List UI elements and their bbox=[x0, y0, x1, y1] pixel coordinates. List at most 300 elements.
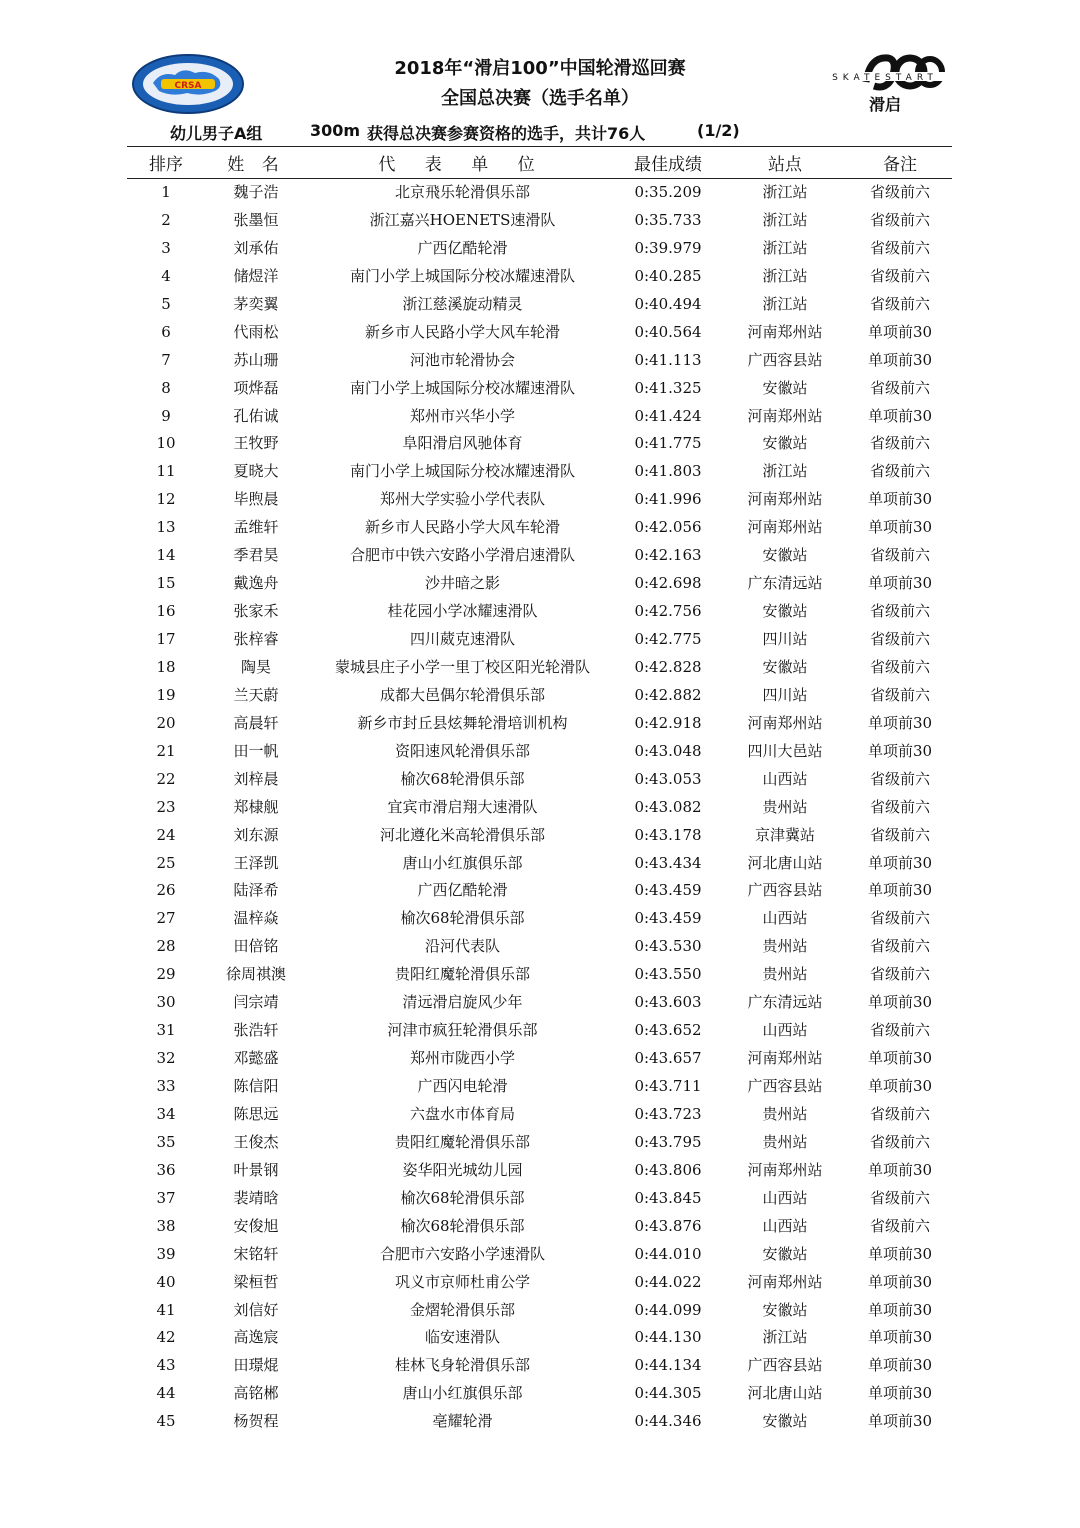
rank-cell: 4 bbox=[161, 266, 171, 285]
station-cell: 广西容县站 bbox=[747, 350, 823, 369]
table-row bbox=[0, 765, 1080, 793]
best-time-cell: 0:41.424 bbox=[634, 406, 702, 425]
note-cell: 单项前30 bbox=[867, 1384, 933, 1403]
station-cell: 山西站 bbox=[762, 909, 808, 928]
crsa-logo bbox=[131, 53, 245, 115]
svg-text:CRSA: CRSA bbox=[174, 81, 202, 91]
best-time-cell: 0:43.459 bbox=[634, 909, 702, 928]
rank-cell: 2 bbox=[161, 210, 171, 229]
best-time-cell: 0:43.711 bbox=[634, 1077, 702, 1095]
rank-cell: 10 bbox=[156, 434, 176, 453]
best-time-cell: 0:43.550 bbox=[634, 965, 702, 984]
station-cell: 河南郑州站 bbox=[747, 1160, 823, 1179]
best-time-cell: 0:39.979 bbox=[634, 238, 702, 257]
rank-cell: 13 bbox=[156, 518, 176, 537]
station-cell: 安徽站 bbox=[762, 1244, 808, 1263]
unit-cell: 榆次68轮滑俱乐部 bbox=[400, 1188, 525, 1207]
note-cell: 单项前30 bbox=[867, 741, 933, 760]
station-cell: 广西容县站 bbox=[747, 881, 823, 900]
station-cell: 安徽站 bbox=[762, 1412, 808, 1431]
name-cell: 张浩轩 bbox=[233, 1021, 279, 1040]
note-cell: 省级前六 bbox=[869, 797, 930, 816]
unit-cell: 金熠轮滑俱乐部 bbox=[409, 1300, 515, 1319]
name-cell: 徐周祺澳 bbox=[225, 965, 286, 984]
name-cell: 王泽凯 bbox=[233, 853, 279, 872]
name-cell: 陈思远 bbox=[233, 1104, 279, 1123]
unit-cell: 资阳速风轮滑俱乐部 bbox=[394, 741, 530, 760]
station-cell: 浙江站 bbox=[762, 462, 808, 481]
table-row bbox=[0, 849, 1080, 877]
best-time-cell: 0:42.882 bbox=[634, 685, 702, 704]
unit-cell: 榆次68轮滑俱乐部 bbox=[400, 769, 525, 788]
unit-cell: 河津市疯狂轮滑俱乐部 bbox=[387, 1021, 538, 1040]
unit-cell: 广西亿酷轮滑 bbox=[417, 238, 508, 257]
rank-cell: 42 bbox=[156, 1328, 176, 1347]
name-cell: 田倍铭 bbox=[233, 937, 279, 956]
station-cell: 浙江站 bbox=[762, 294, 808, 313]
note-cell: 省级前六 bbox=[869, 965, 930, 984]
column-header-unit: 代 表 单 位 bbox=[378, 155, 547, 175]
unit-cell: 合肥市中铁六安路小学滑启速滑队 bbox=[349, 546, 575, 565]
skatestart-logo bbox=[818, 52, 952, 116]
note-cell: 省级前六 bbox=[869, 294, 930, 313]
unit-cell: 阜阳滑启风驰体育 bbox=[402, 434, 523, 453]
column-header-note: 备注 bbox=[883, 155, 917, 175]
rank-cell: 21 bbox=[156, 741, 176, 760]
rank-cell: 29 bbox=[156, 965, 176, 984]
name-cell: 苏山珊 bbox=[233, 350, 279, 369]
rank-cell: 41 bbox=[156, 1300, 176, 1319]
name-cell: 宋铭轩 bbox=[233, 1244, 279, 1263]
note-cell: 省级前六 bbox=[869, 434, 930, 453]
table-row bbox=[0, 653, 1080, 681]
unit-cell: 姿华阳光城幼儿园 bbox=[402, 1160, 523, 1179]
note-cell: 省级前六 bbox=[869, 1021, 930, 1040]
station-cell: 浙江站 bbox=[762, 183, 808, 201]
unit-cell: 贵阳红魔轮滑俱乐部 bbox=[394, 965, 530, 984]
table-row bbox=[0, 1016, 1080, 1044]
unit-cell: 郑州市兴华小学 bbox=[409, 406, 515, 425]
rank-cell: 22 bbox=[156, 769, 176, 788]
name-cell: 高铭郴 bbox=[233, 1384, 279, 1403]
best-time-cell: 0:44.130 bbox=[634, 1328, 702, 1347]
station-cell: 浙江站 bbox=[762, 1328, 808, 1347]
best-time-cell: 0:43.048 bbox=[634, 741, 702, 760]
station-cell: 河南郑州站 bbox=[747, 518, 823, 537]
column-header-best-time: 最佳成绩 bbox=[634, 155, 702, 175]
unit-cell: 临安速滑队 bbox=[424, 1328, 500, 1347]
name-cell: 刘承佑 bbox=[233, 238, 279, 257]
rank-cell: 30 bbox=[156, 993, 176, 1012]
rank-cell: 6 bbox=[161, 322, 171, 341]
best-time-cell: 0:42.918 bbox=[634, 713, 702, 732]
best-time-cell: 0:43.806 bbox=[634, 1160, 702, 1179]
rank-cell: 7 bbox=[161, 350, 171, 369]
table-row bbox=[0, 1379, 1080, 1407]
table-row bbox=[0, 1072, 1080, 1100]
note-cell: 省级前六 bbox=[869, 1132, 930, 1151]
table-header bbox=[0, 150, 1080, 176]
title-block bbox=[300, 56, 780, 112]
best-time-cell: 0:43.603 bbox=[634, 993, 702, 1012]
svg-text:滑启: 滑启 bbox=[868, 95, 902, 114]
station-cell: 浙江站 bbox=[762, 238, 808, 257]
rank-cell: 20 bbox=[156, 713, 176, 732]
station-cell: 四川大邑站 bbox=[747, 741, 823, 760]
unit-cell: 沙井暗之影 bbox=[424, 574, 500, 593]
name-cell: 张墨恒 bbox=[233, 210, 279, 229]
name-cell: 闫宗靖 bbox=[233, 993, 279, 1012]
station-cell: 安徽站 bbox=[762, 434, 808, 453]
note-cell: 单项前30 bbox=[867, 993, 933, 1012]
table-row bbox=[0, 541, 1080, 569]
name-cell: 茅奕翼 bbox=[233, 294, 279, 313]
rank-cell: 12 bbox=[156, 490, 176, 509]
name-cell: 张梓睿 bbox=[233, 630, 279, 648]
table-row bbox=[0, 904, 1080, 932]
name-cell: 王俊杰 bbox=[233, 1132, 279, 1151]
table-row bbox=[0, 709, 1080, 737]
name-cell: 叶景钢 bbox=[233, 1160, 279, 1179]
rank-cell: 39 bbox=[156, 1244, 176, 1263]
name-cell: 戴逸舟 bbox=[233, 574, 279, 593]
table-row bbox=[0, 178, 1080, 206]
best-time-cell: 0:44.010 bbox=[634, 1244, 702, 1263]
group-info bbox=[0, 121, 1080, 143]
unit-cell: 唐山小红旗俱乐部 bbox=[402, 853, 523, 872]
rank-cell: 38 bbox=[156, 1216, 176, 1235]
distance-label: 300m bbox=[310, 121, 361, 140]
best-time-cell: 0:43.652 bbox=[634, 1021, 702, 1040]
results-table bbox=[0, 178, 1080, 1435]
station-cell: 安徽站 bbox=[762, 657, 808, 676]
best-time-cell: 0:42.056 bbox=[634, 518, 702, 537]
qualification-label: 获得总决赛参赛资格的选手，共计76人 bbox=[367, 124, 646, 143]
unit-cell: 南门小学上城国际分校冰耀速滑队 bbox=[349, 378, 575, 397]
table-row bbox=[0, 1240, 1080, 1268]
note-cell: 省级前六 bbox=[869, 937, 930, 956]
note-cell: 省级前六 bbox=[869, 378, 930, 397]
svg-text:SKATESTART: SKATESTART bbox=[832, 73, 938, 83]
best-time-cell: 0:44.099 bbox=[634, 1300, 702, 1319]
rank-cell: 9 bbox=[161, 406, 171, 425]
station-cell: 贵州站 bbox=[762, 937, 808, 956]
unit-cell: 榆次68轮滑俱乐部 bbox=[400, 909, 525, 928]
best-time-cell: 0:43.530 bbox=[634, 937, 702, 956]
rank-cell: 3 bbox=[161, 238, 171, 257]
column-header-station: 站点 bbox=[768, 155, 802, 175]
best-time-cell: 0:43.657 bbox=[634, 1049, 702, 1068]
group-label: 幼儿男子A组 bbox=[170, 124, 263, 143]
best-time-cell: 0:44.022 bbox=[634, 1272, 702, 1291]
station-cell: 山西站 bbox=[762, 769, 808, 788]
rank-cell: 16 bbox=[156, 602, 176, 621]
best-time-cell: 0:43.845 bbox=[634, 1188, 702, 1207]
table-row bbox=[0, 346, 1080, 374]
best-time-cell: 0:43.723 bbox=[634, 1104, 702, 1123]
name-cell: 孟维轩 bbox=[233, 518, 279, 537]
rank-cell: 40 bbox=[156, 1272, 176, 1291]
unit-cell: 贵阳红魔轮滑俱乐部 bbox=[394, 1132, 530, 1151]
table-row bbox=[0, 1184, 1080, 1212]
table-row bbox=[0, 1128, 1080, 1156]
table-row bbox=[0, 262, 1080, 290]
rank-cell: 32 bbox=[156, 1049, 176, 1068]
note-cell: 单项前30 bbox=[867, 1356, 933, 1375]
page-indicator: (1/2) bbox=[697, 121, 740, 140]
note-cell: 单项前30 bbox=[867, 1160, 933, 1179]
unit-cell: 新乡市人民路小学大风车轮滑 bbox=[364, 518, 560, 537]
note-cell: 单项前30 bbox=[867, 1412, 933, 1431]
table-row bbox=[0, 932, 1080, 960]
unit-cell: 新乡市封丘县炫舞轮滑培训机构 bbox=[357, 713, 568, 732]
table-row bbox=[0, 737, 1080, 765]
name-cell: 安俊旭 bbox=[233, 1216, 279, 1235]
rank-cell: 43 bbox=[156, 1356, 176, 1375]
rank-cell: 18 bbox=[156, 657, 176, 676]
best-time-cell: 0:43.459 bbox=[634, 881, 702, 900]
table-row bbox=[0, 485, 1080, 513]
note-cell: 单项前30 bbox=[867, 350, 933, 369]
station-cell: 河南郑州站 bbox=[747, 322, 823, 341]
note-cell: 单项前30 bbox=[867, 1328, 933, 1347]
name-cell: 田璟焜 bbox=[233, 1356, 279, 1375]
best-time-cell: 0:43.082 bbox=[634, 797, 702, 816]
name-cell: 刘信好 bbox=[233, 1300, 279, 1319]
note-cell: 省级前六 bbox=[869, 825, 930, 844]
station-cell: 广东清远站 bbox=[747, 574, 823, 593]
best-time-cell: 0:41.803 bbox=[634, 462, 702, 481]
rank-cell: 17 bbox=[156, 630, 176, 648]
rank-cell: 31 bbox=[156, 1021, 176, 1040]
note-cell: 省级前六 bbox=[869, 657, 930, 676]
name-cell: 毕煦晨 bbox=[233, 490, 279, 509]
station-cell: 安徽站 bbox=[762, 1300, 808, 1319]
station-cell: 河南郑州站 bbox=[747, 490, 823, 509]
note-cell: 省级前六 bbox=[869, 183, 930, 201]
unit-cell: 巩义市京师杜甫公学 bbox=[394, 1272, 530, 1291]
best-time-cell: 0:41.113 bbox=[634, 350, 702, 369]
station-cell: 河南郑州站 bbox=[747, 1272, 823, 1291]
name-cell: 高逸宸 bbox=[233, 1328, 279, 1347]
unit-cell: 南门小学上城国际分校冰耀速滑队 bbox=[349, 462, 575, 481]
note-cell: 省级前六 bbox=[869, 602, 930, 621]
station-cell: 安徽站 bbox=[762, 602, 808, 621]
event-title: 2018年“滑启100”中国轮滑巡回赛 bbox=[394, 58, 686, 79]
rank-cell: 27 bbox=[156, 909, 176, 928]
best-time-cell: 0:41.775 bbox=[634, 434, 702, 453]
note-cell: 单项前30 bbox=[867, 1244, 933, 1263]
unit-cell: 成都大邑偶尔轮滑俱乐部 bbox=[379, 685, 545, 704]
note-cell: 省级前六 bbox=[869, 1188, 930, 1207]
unit-cell: 宜宾市滑启翔大速滑队 bbox=[387, 797, 538, 816]
rank-cell: 36 bbox=[156, 1160, 176, 1179]
note-cell: 单项前30 bbox=[867, 490, 933, 509]
station-cell: 浙江站 bbox=[762, 210, 808, 229]
station-cell: 贵州站 bbox=[762, 797, 808, 816]
table-row bbox=[0, 457, 1080, 485]
note-cell: 省级前六 bbox=[869, 546, 930, 565]
column-header-name: 姓 名 bbox=[227, 155, 285, 175]
name-cell: 刘梓晨 bbox=[233, 769, 279, 788]
name-cell: 张家禾 bbox=[233, 602, 279, 621]
table-row bbox=[0, 1044, 1080, 1072]
station-cell: 河北唐山站 bbox=[747, 1384, 823, 1403]
note-cell: 单项前30 bbox=[867, 1300, 933, 1319]
name-cell: 夏晓大 bbox=[233, 462, 279, 481]
unit-cell: 河池市轮滑协会 bbox=[409, 350, 515, 369]
best-time-cell: 0:35.733 bbox=[634, 210, 702, 229]
name-cell: 季君昊 bbox=[233, 546, 279, 565]
unit-cell: 浙江嘉兴HOENETS速滑队 bbox=[369, 210, 556, 229]
unit-cell: 河北遵化米高轮滑俱乐部 bbox=[379, 825, 545, 844]
unit-cell: 桂花园小学冰耀速滑队 bbox=[387, 602, 538, 621]
name-cell: 杨贺程 bbox=[233, 1412, 279, 1431]
best-time-cell: 0:42.756 bbox=[634, 602, 702, 621]
unit-cell: 清远滑启旋风少年 bbox=[402, 993, 523, 1012]
unit-cell: 六盘水市体育局 bbox=[409, 1104, 515, 1123]
rank-cell: 28 bbox=[156, 937, 176, 956]
name-cell: 王牧野 bbox=[233, 434, 279, 453]
station-cell: 山西站 bbox=[762, 1216, 808, 1235]
rank-cell: 14 bbox=[156, 546, 176, 565]
best-time-cell: 0:43.434 bbox=[634, 853, 702, 872]
table-row bbox=[0, 1212, 1080, 1240]
table-row bbox=[0, 1268, 1080, 1296]
station-cell: 安徽站 bbox=[762, 378, 808, 397]
station-cell: 京津冀站 bbox=[754, 825, 815, 844]
event-subtitle: 全国总决赛（选手名单） bbox=[441, 88, 639, 109]
station-cell: 广东清远站 bbox=[747, 993, 823, 1012]
note-cell: 省级前六 bbox=[869, 210, 930, 229]
note-cell: 省级前六 bbox=[869, 1104, 930, 1123]
name-cell: 储煜洋 bbox=[233, 266, 279, 285]
unit-cell: 广西闪电轮滑 bbox=[417, 1077, 508, 1095]
note-cell: 单项前30 bbox=[867, 1077, 933, 1095]
note-cell: 省级前六 bbox=[869, 266, 930, 285]
note-cell: 单项前30 bbox=[867, 406, 933, 425]
name-cell: 项烨磊 bbox=[233, 378, 279, 397]
name-cell: 陈信阳 bbox=[233, 1077, 279, 1095]
name-cell: 裴靖晗 bbox=[233, 1188, 279, 1207]
rank-cell: 37 bbox=[156, 1188, 176, 1207]
station-cell: 河南郑州站 bbox=[747, 1049, 823, 1068]
best-time-cell: 0:43.178 bbox=[634, 825, 702, 844]
unit-cell: 广西亿酷轮滑 bbox=[417, 881, 508, 900]
unit-cell: 蒙城县庄子小学一里丁校区阳光轮滑队 bbox=[334, 657, 590, 676]
name-cell: 梁桓哲 bbox=[233, 1272, 279, 1291]
unit-cell: 北京飛乐轮滑俱乐部 bbox=[394, 183, 530, 201]
rank-cell: 34 bbox=[156, 1104, 176, 1123]
unit-cell: 亳耀轮滑 bbox=[432, 1412, 493, 1431]
rank-cell: 5 bbox=[161, 294, 171, 313]
note-cell: 单项前30 bbox=[867, 518, 933, 537]
best-time-cell: 0:41.996 bbox=[634, 490, 702, 509]
name-cell: 代雨松 bbox=[233, 322, 279, 341]
table-row bbox=[0, 1323, 1080, 1351]
table-row bbox=[0, 569, 1080, 597]
table-row bbox=[0, 625, 1080, 653]
rank-cell: 35 bbox=[156, 1132, 176, 1151]
station-cell: 贵州站 bbox=[762, 1104, 808, 1123]
rank-cell: 19 bbox=[156, 685, 176, 704]
name-cell: 温梓焱 bbox=[233, 909, 279, 928]
unit-cell: 沿河代表队 bbox=[424, 937, 500, 956]
station-cell: 河南郑州站 bbox=[747, 406, 823, 425]
table-row bbox=[0, 681, 1080, 709]
note-cell: 省级前六 bbox=[869, 462, 930, 481]
table-row bbox=[0, 597, 1080, 625]
station-cell: 河北唐山站 bbox=[747, 853, 823, 872]
note-cell: 单项前30 bbox=[867, 713, 933, 732]
station-cell: 广西容县站 bbox=[747, 1077, 823, 1095]
table-row bbox=[0, 429, 1080, 457]
table-row bbox=[0, 402, 1080, 430]
rank-cell: 15 bbox=[156, 574, 176, 593]
table-row bbox=[0, 318, 1080, 346]
best-time-cell: 0:42.828 bbox=[634, 657, 702, 676]
name-cell: 刘东源 bbox=[233, 825, 279, 844]
table-row bbox=[0, 234, 1080, 262]
table-row bbox=[0, 1296, 1080, 1324]
name-cell: 陶昊 bbox=[240, 657, 271, 676]
table-row bbox=[0, 1156, 1080, 1184]
station-cell: 河南郑州站 bbox=[747, 713, 823, 732]
rank-cell: 45 bbox=[156, 1412, 176, 1431]
header-top-rule bbox=[127, 146, 952, 147]
rank-cell: 8 bbox=[161, 378, 171, 397]
station-cell: 山西站 bbox=[762, 1021, 808, 1040]
rank-cell: 25 bbox=[156, 853, 176, 872]
name-cell: 邓懿盛 bbox=[233, 1049, 279, 1068]
best-time-cell: 0:42.163 bbox=[634, 546, 702, 565]
rank-cell: 33 bbox=[156, 1077, 176, 1095]
table-row bbox=[0, 988, 1080, 1016]
unit-cell: 南门小学上城国际分校冰耀速滑队 bbox=[349, 266, 575, 285]
table-row bbox=[0, 960, 1080, 988]
table-row bbox=[0, 793, 1080, 821]
note-cell: 省级前六 bbox=[869, 685, 930, 704]
unit-cell: 郑州市陇西小学 bbox=[409, 1049, 515, 1068]
table-row bbox=[0, 513, 1080, 541]
note-cell: 单项前30 bbox=[867, 881, 933, 900]
unit-cell: 新乡市人民路小学大风车轮滑 bbox=[364, 322, 560, 341]
table-row bbox=[0, 1351, 1080, 1379]
best-time-cell: 0:42.698 bbox=[634, 574, 702, 593]
best-time-cell: 0:40.494 bbox=[634, 294, 702, 313]
note-cell: 省级前六 bbox=[869, 769, 930, 788]
note-cell: 省级前六 bbox=[869, 238, 930, 257]
unit-cell: 郑州大学实验小学代表队 bbox=[379, 490, 545, 509]
best-time-cell: 0:43.053 bbox=[634, 769, 702, 788]
rank-cell: 26 bbox=[156, 881, 176, 900]
note-cell: 省级前六 bbox=[869, 1216, 930, 1235]
table-row bbox=[0, 1407, 1080, 1435]
table-row bbox=[0, 290, 1080, 318]
best-time-cell: 0:41.325 bbox=[634, 378, 702, 397]
note-cell: 单项前30 bbox=[867, 1049, 933, 1068]
station-cell: 四川站 bbox=[762, 630, 808, 648]
note-cell: 单项前30 bbox=[867, 1272, 933, 1291]
rank-cell: 1 bbox=[161, 183, 171, 201]
station-cell: 安徽站 bbox=[762, 546, 808, 565]
best-time-cell: 0:35.209 bbox=[634, 183, 702, 201]
best-time-cell: 0:44.134 bbox=[634, 1356, 702, 1375]
column-header-rank: 排序 bbox=[149, 155, 183, 175]
best-time-cell: 0:44.305 bbox=[634, 1384, 702, 1403]
station-cell: 浙江站 bbox=[762, 266, 808, 285]
name-cell: 田一帆 bbox=[233, 741, 279, 760]
